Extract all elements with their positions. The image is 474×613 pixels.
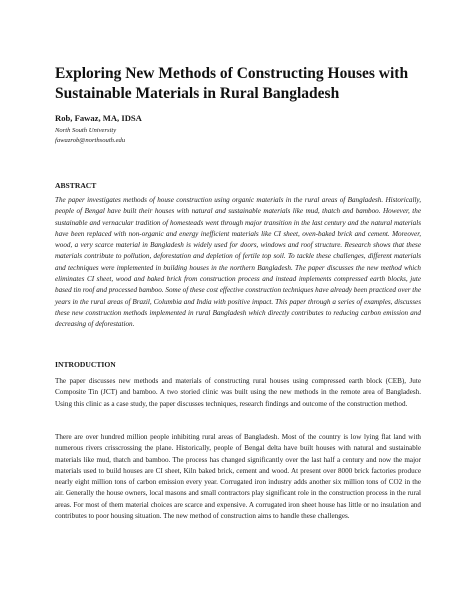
author-affiliation: North South University	[55, 127, 117, 134]
introduction-heading: INTRODUCTION	[55, 360, 116, 369]
abstract-heading: ABSTRACT	[55, 181, 97, 190]
abstract-text: The paper investigates methods of house construction using organic materials in the rural areas of Bangladesh. Historically, people of Bengal have built their houses with natural and sustainable materials like mud, thatch and bamboo. However, the sustainable and vernacular tradition of homesteads went through major transition in the last century and the natural materials have been replaced with non-organic and energy inefficient materials like CI sheet, oven-baked brick and cement. Moreover, wood, a very scarce material in Bangladesh is widely used for doors, windows and roof structure. Research shows that these materials contribute to pollution, deforestation and depletion of fertile top soil. To tackle these challenges, different materials and techniques were implemented in building houses in the northern Bangladesh. The paper discusses the new method which eliminates CI sheet, wood and baked brick from construction process and instead implements compressed earth blocks, jute based tin roof and processed bamboo. Some of these cost effective construction techniques have already been practiced over the years in the rural areas of Brazil, Columbia and India with positive impact. This paper through a series of examples, discusses these new construction methods implemented in rural Bangladesh which directly contributes to reducing carbon emission and decreasing of deforestation.	[55, 196, 421, 329]
introduction-paragraph-2: There are over hundred million people inhibiting rural areas of Bangladesh. Most of the country is low lying flat land with numerous rivers crisscrossing the plane. Historically, people of Bengal delta have built houses with natural and sustainable materials like mud, thatch and bamboo. The process has changed significantly over the last half a century and now the major materials used to build houses are CI sheet, Kiln baked brick, cement and wood. At present over 8000 brick factories produce nearly eight million tons of carbon emission every year. Corrugated iron industry adds another six million tons of CO2 in the air. Generally the house owners, local masons and small contractors play significant role in the construction process in the rural areas. For most of them material choices are scarce and expensive. A corrugated iron sheet house has little or no insulation and contributes to poor housing situation. The new method of construction aims to handle these challenges.	[55, 433, 421, 521]
author-name: Rob, Fawaz, MA, IDSA	[55, 113, 142, 123]
paper-title: Exploring New Methods of Constructing Houses with Sustainable Materials in Rural Bangladesh	[55, 65, 409, 102]
author-email: fawazrob@northsouth.edu	[55, 137, 126, 144]
introduction-paragraph-1: The paper discusses new methods and materials of constructing rural houses using compressed earth block (CEB), Jute Composite Tin (JCT) and bamboo. A two storied clinic was built using the new methods in the remote area of Bangladesh. Using this clinic as a case study, the paper discusses techniques, research findings and outcome of the construction method.	[55, 377, 421, 408]
